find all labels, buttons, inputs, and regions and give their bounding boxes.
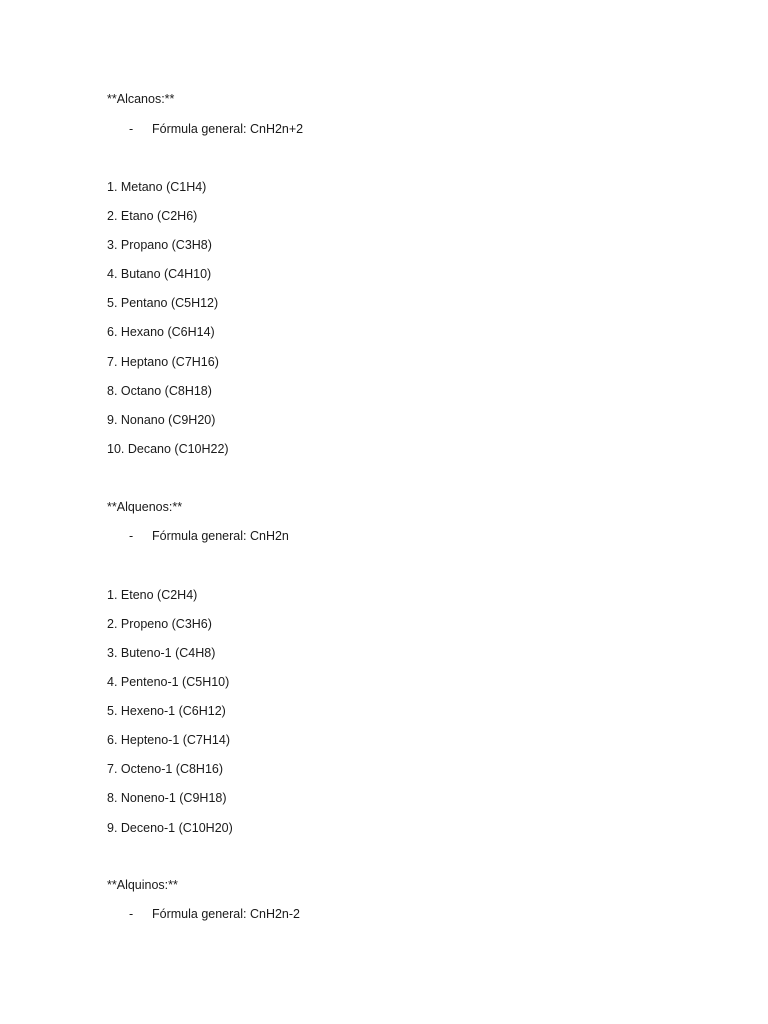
list-item: 2. Etano (C2H6) bbox=[107, 209, 198, 223]
list-item: 3. Propano (C3H8) bbox=[107, 238, 212, 252]
list-item: 5. Pentano (C5H12) bbox=[107, 296, 219, 310]
list-item: 6. Hepteno-1 (C7H14) bbox=[107, 733, 230, 747]
list-item: 3. Buteno-1 (C4H8) bbox=[107, 646, 216, 660]
list-item: 8. Octano (C8H18) bbox=[107, 384, 212, 398]
bullet-dash: - bbox=[129, 907, 134, 921]
list-item: 1. Metano (C1H4) bbox=[107, 180, 207, 194]
alquinos-formula: Fórmula general: CnH2n-2 bbox=[152, 907, 300, 921]
bullet-dash: - bbox=[129, 529, 134, 543]
list-item: 9. Deceno-1 (C10H20) bbox=[107, 821, 233, 835]
list-item: 10. Decano (C10H22) bbox=[107, 442, 229, 456]
list-item: 5. Hexeno-1 (C6H12) bbox=[107, 704, 226, 718]
list-item: 4. Butano (C4H10) bbox=[107, 267, 212, 281]
list-item: 1. Eteno (C2H4) bbox=[107, 588, 198, 602]
list-item: 4. Penteno-1 (C5H10) bbox=[107, 675, 230, 689]
alquinos-heading: **Alquinos:** bbox=[107, 878, 178, 892]
list-item: 7. Octeno-1 (C8H16) bbox=[107, 762, 224, 776]
list-item: 7. Heptano (C7H16) bbox=[107, 355, 219, 369]
list-item: 9. Nonano (C9H20) bbox=[107, 413, 216, 427]
alquenos-formula: Fórmula general: CnH2n bbox=[152, 529, 289, 543]
list-item: 6. Hexano (C6H14) bbox=[107, 325, 215, 339]
alcanos-formula: Fórmula general: CnH2n+2 bbox=[152, 122, 304, 136]
list-item: 8. Noneno-1 (C9H18) bbox=[107, 791, 227, 805]
list-item: 2. Propeno (C3H6) bbox=[107, 617, 212, 631]
bullet-dash: - bbox=[129, 122, 134, 136]
alquenos-heading: **Alquenos:** bbox=[107, 500, 183, 514]
alcanos-heading: **Alcanos:** bbox=[107, 92, 175, 106]
